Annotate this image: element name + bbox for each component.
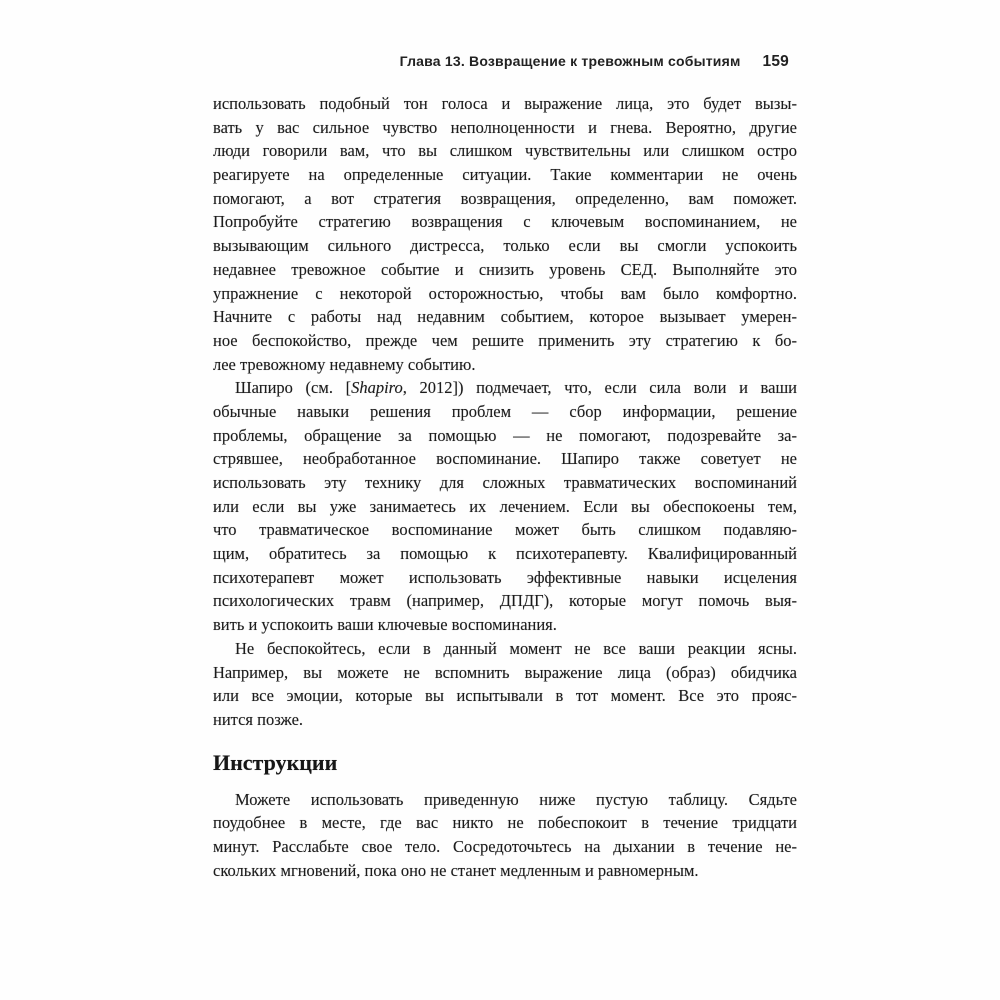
text-line: обычные навыки решения проблем — сбор информации, решение (213, 401, 797, 421)
text-line: упражнение с некоторой осторожностью, чтобы вам было комфортно. (213, 283, 797, 303)
citation-italic: Shapiro (351, 378, 403, 398)
chapter-title: Глава 13. Возвращение к тревожным событиям (399, 53, 741, 69)
text-line: скольких мгновений, пока оно не станет медленным и равномерным. (213, 860, 699, 880)
text-line: Например, вы можете не вспомнить выражение лица (образ) обидчика (213, 662, 797, 682)
text-line: или если вы уже занимаетесь их лечением. Если вы обеспокоены тем, (213, 496, 797, 516)
text-line: ное беспокойство, прежде чем решите применить эту стратегию к бо- (213, 330, 797, 350)
text-line: что травматическое воспоминание может быть слишком подавляю- (213, 520, 797, 540)
section-heading: Инструкции (213, 749, 338, 775)
text-line (213, 376, 797, 400)
text-line: использовать эту технику для сложных травматических воспоминаний (213, 473, 797, 492)
text-line: минут. Расслабьте свое тело. Сосредоточьтесь на дыхании в течение не- (213, 836, 797, 856)
page-number: 159 (762, 53, 789, 70)
text-line: вызывающим сильного дистресса, только если вы смогли успокоить (213, 236, 797, 256)
text-line: или все эмоции, которые вы испытывали в тот момент. Все это прояс- (213, 686, 797, 706)
text-line: Не беспокойтесь, если в данный момент не все ваши реакции ясны. (235, 638, 797, 658)
text-line: недавнее тревожное событие и снизить уровень СЕД. Выполняйте это (213, 259, 797, 279)
text-line: люди говорили вам, что вы слишком чувствительны или слишком остро (213, 141, 797, 161)
text-line: лее тревожному недавнему событию. (213, 354, 476, 374)
text-line: вать у вас сильное чувство неполноценности и гнева. Вероятно, другие (213, 117, 797, 137)
text-line: помогают, а вот стратегия возвращения, определенно, вам поможет. (213, 188, 797, 208)
text-run: Шапиро (см. [ (235, 378, 352, 398)
text-line: реагируете на определенные ситуации. Такие комментарии не очень (213, 165, 797, 185)
text-line: поудобнее в месте, где вас никто не побеспокоит в течение тридцати (213, 813, 797, 833)
text-line: психологических травм (например, ДПДГ), которые могут помочь выя- (213, 591, 797, 611)
paragraph (213, 637, 797, 732)
text-line: Можете использовать приведенную ниже пустую таблицу. Сядьте (235, 789, 797, 809)
text-line: проблемы, обращение за помощью — не помогают, подозревайте за- (213, 425, 797, 445)
text-line: психотерапевт может использовать эффективные навыки исцеления (213, 567, 797, 587)
text-line: использовать подобный тон голоса и выражение лица, это будет вызы- (213, 94, 797, 113)
paragraph (213, 788, 797, 883)
paragraph (213, 92, 797, 376)
body-text (213, 92, 797, 882)
running-head (213, 53, 797, 71)
text-line: щим, обратитесь за помощью к психотерапевту. Квалифицированный (213, 544, 797, 564)
text-line: нится позже. (213, 709, 304, 729)
text-run: , 2012]) подмечает, что, если сила воли и ваши (402, 378, 797, 398)
text-line: вить и успокоить ваши ключевые воспоминания. (213, 615, 557, 635)
text-line: Начните с работы над недавним событием, которое вызывает умерен- (213, 307, 797, 327)
paragraph (213, 376, 797, 637)
text-line: стрявшее, необработанное воспоминание. Шапиро также советует не (213, 449, 797, 469)
text-line: Попробуйте стратегию возвращения с ключевым воспоминанием, не (213, 212, 797, 232)
